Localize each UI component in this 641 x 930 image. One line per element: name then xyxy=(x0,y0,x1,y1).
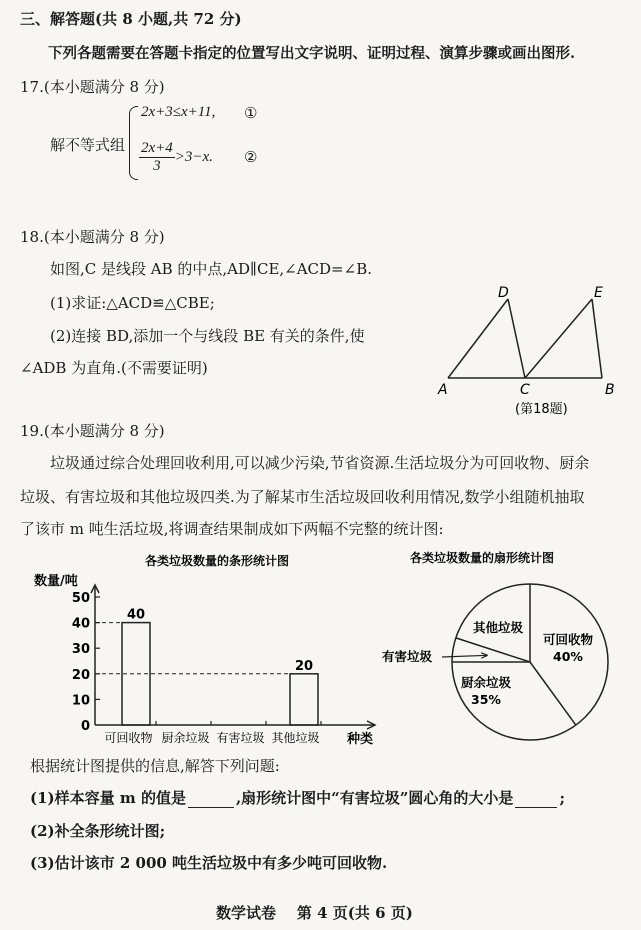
fraction xyxy=(139,140,175,175)
ask1-part-b: ,扇形统计图中“有害垃圾”圆心角的大小是 xyxy=(235,789,514,807)
pie-chart xyxy=(380,545,635,755)
segment-ce xyxy=(525,299,592,378)
answer-blank-1 xyxy=(188,789,234,808)
pie-slice-name: 有害垃圾 xyxy=(382,649,433,664)
inequality-2-rest: >3−x. xyxy=(174,148,213,165)
q19-ask3: (3)估计该市 2 000 吨生活垃圾中有多少吨可回收物. xyxy=(30,854,388,872)
q18-part1: (1)求证:△ACD≌△CBE; xyxy=(50,294,215,312)
fraction-numerator: 2x+4 xyxy=(141,140,173,156)
section-instruction: 下列各题需要在答题卡指定的位置写出文字说明、证明过程、演算步骤或画出图形. xyxy=(48,45,576,62)
segment-dc xyxy=(508,299,525,378)
category-label: 可回收物 xyxy=(104,731,153,745)
answer-blank-2 xyxy=(515,789,557,808)
pie-slice-percent: 35% xyxy=(471,692,501,707)
bar-data-label: 40 xyxy=(126,607,146,623)
pie-chart-title: 各类垃圾数量的扇形统计图 xyxy=(410,551,555,565)
q17-inequality-1: 2x+3≤x+11, xyxy=(141,104,216,120)
section-title: 三、解答题(共 8 小题,共 72 分) xyxy=(20,10,242,28)
pie-slice-name: 厨余垃圾 xyxy=(460,675,512,690)
page-footer: 数学试卷 第 4 页(共 6 页) xyxy=(216,904,413,922)
q17-mark-1: ① xyxy=(244,104,258,122)
q19-header: 19.(本小题满分 8 分) xyxy=(20,422,165,440)
pie-slice-name: 其他垃圾 xyxy=(472,620,524,635)
category-label: 有害垃圾 xyxy=(216,731,265,745)
bar-data-label: 20 xyxy=(294,658,314,674)
segment-ad xyxy=(448,299,508,378)
q17-mark-2: ② xyxy=(244,148,258,166)
q19-ask2: (2)补全条形统计图; xyxy=(30,822,166,840)
q18-figure xyxy=(430,282,630,417)
q17-lead: 解不等式组 xyxy=(50,136,126,154)
bar-chart-title: 各类垃圾数量的条形统计图 xyxy=(145,554,290,568)
q19-para1: 垃圾通过综合处理回收利用,可以减少污染,节省资源.生活垃圾分为可回收物、厨余 xyxy=(50,454,590,472)
bar xyxy=(290,674,318,725)
y-tick-label: 0 xyxy=(80,719,90,734)
category-label: 其他垃圾 xyxy=(271,731,320,745)
y-tick-label: 10 xyxy=(71,693,90,709)
bar-chart-xlabel: 种类 xyxy=(347,732,374,747)
callout-line xyxy=(442,655,488,657)
q19-ask1 xyxy=(30,787,565,808)
q19-para2: 垃圾、有害垃圾和其他垃圾四类.为了解某市生活垃圾回收利用情况,数学小组随机抽取 xyxy=(20,488,585,506)
q18-part2: (2)连接 BD,添加一个与线段 BE 有关的条件,使 xyxy=(50,327,365,345)
category-label: 厨余垃圾 xyxy=(161,731,210,745)
bar-chart xyxy=(20,545,390,755)
y-tick-label: 20 xyxy=(71,667,90,683)
q19-para3: 了该市 m 吨生活垃圾,将调查结果制成如下两幅不完整的统计图: xyxy=(20,520,444,538)
point-e-label: E xyxy=(594,285,603,301)
bar-chart-axes xyxy=(72,585,375,734)
pie-slice-edge xyxy=(456,638,530,662)
y-tick-label: 50 xyxy=(71,591,90,606)
segment-eb xyxy=(592,299,602,378)
point-d-label: D xyxy=(498,285,509,301)
q17-inequality-2 xyxy=(139,140,213,175)
y-tick-label: 40 xyxy=(71,616,90,632)
fraction-denominator: 3 xyxy=(153,158,161,174)
point-b-label: B xyxy=(605,382,615,398)
ask1-part-a: (1)样本容量 m 的值是 xyxy=(30,789,186,807)
pie-slice-percent: 40% xyxy=(553,649,583,664)
bar-chart-ylabel: 数量/吨 xyxy=(34,574,78,589)
pie-slice-name: 可回收物 xyxy=(542,632,594,647)
q19-followup: 根据统计图提供的信息,解答下列问题: xyxy=(30,757,280,775)
point-a-label: A xyxy=(438,382,448,398)
inequality-brace xyxy=(129,106,138,180)
y-tick-label: 30 xyxy=(71,642,90,658)
q18-part2-cont: ∠ADB 为直角.(不需要证明) xyxy=(20,359,208,377)
q17-header: 17.(本小题满分 8 分) xyxy=(20,78,165,96)
ask1-part-c: ; xyxy=(559,789,565,807)
pie-chart-marks xyxy=(382,584,608,740)
point-c-label: C xyxy=(520,382,530,398)
q18-line1: 如图,C 是线段 AB 的中点,AD∥CE,∠ACD=∠B. xyxy=(50,260,372,278)
q18-header: 18.(本小题满分 8 分) xyxy=(20,228,165,246)
figure-caption: (第18题) xyxy=(515,402,568,417)
pie-slice-edge xyxy=(530,662,576,725)
